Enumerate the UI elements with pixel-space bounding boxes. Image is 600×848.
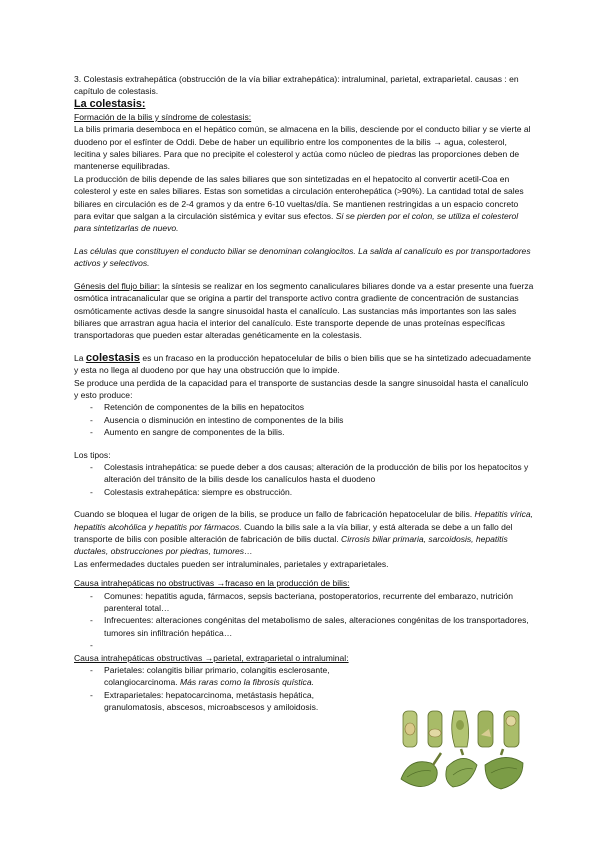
document-page: [74, 73, 534, 714]
duct-segment-2: [428, 711, 442, 747]
paragraph-definicion: [74, 352, 534, 377]
section-heading-formacion: Formación de la bilis y síndrome de colestasis:: [74, 111, 252, 122]
list-tipos: [74, 461, 534, 498]
list-obstructivas: [74, 664, 374, 714]
duct-segment-1: [403, 711, 417, 747]
list-item: - Colestasis intrahepática: se puede deber a dos causas; alteración de la producción de bilis por los hepatocitos y alteración del tránsito de la bilis desde los canalículos hasta el duodeno: [74, 461, 534, 486]
paragraph-bloqueo: [74, 508, 534, 558]
section-heading-tipos: Los tipos:: [74, 449, 111, 460]
paragraph-ductales: Las enfermedades ductales pueden ser intraluminales, parietales y extraparietales.: [74, 558, 389, 569]
text-span: La producción de bilis depende de las sales biliares que son sintetizadas en el hepatocito al convertir acetil-Coa en colesterol y este en sales biliares. Estas son sometidas a circulación enterohepática (>90%). La cantidad total de sales biliares en circulación es de 2-4 gramos y da entre 6-10 vueltas/día. Se mantienen restringidas a un espacio concreto para evitar que salgan a la circulación sistémica y evitar sus efectos.: [74, 173, 524, 222]
list-item: - Aumento en sangre de componentes de la bilis.: [74, 426, 534, 438]
list-item: - Colestasis extrahepática: siempre es obstrucción.: [74, 486, 534, 498]
text-span: la síntesis se realizar en los segmento canaliculares biliares donde va a estar presente una fuerza osmótica intracanalicular que se origina a partir del transporte activo contra gradiente de concentración de sustancias osmóticamente activas desde la sangre sinusoidal hasta el canalículo. Las sustancias más importantes son las sales biliares que arrastran agua hacia el interior del canalículo. Este transporte depende de unas proteínas específicas transportadoras que pueden estar alteradas genéticamente en la colestasis.: [74, 280, 534, 341]
list-efectos: [74, 401, 534, 438]
section-heading-obstructivas: Causa intrahepáticas obstructivas →parietal, extraparietal o intraluminal:: [74, 652, 349, 663]
italic-examples: Cirrosis biliar primaria, sarcoidosis, hepatitis ductales, obstrucciones por piedras, tumores…: [74, 534, 508, 557]
duct-segment-4: [478, 711, 493, 747]
paragraph-colangiocitos: Las células que constituyen el conducto biliar se denominan colangiocitos. La salida al canalículo es por transportadores activos y selectivos.: [74, 245, 531, 269]
bile-duct-illustration: [397, 707, 529, 796]
page-title: La colestasis:: [74, 97, 146, 110]
section-heading-no-obstructivas: Causa intrahepáticas no obstructivas →fracaso en la producción de bilis:: [74, 578, 350, 589]
list-item: - Comunes: hepatitis aguda, fármacos, sepsis bacteriana, postoperatorios, recurrente del embarazo, nutrición parenteral total…: [74, 590, 534, 615]
intro-line: 3. Colestasis extrahepática (obstrucción de la vía biliar extrahepática): intraluminal, parietal, extraparietal. causas : en capítulo de colestasis.: [74, 74, 519, 97]
list-item: [74, 664, 374, 689]
italic-examples: Hepatitis vírica, hepatitis alcohólica y hepatitis por fármacos.: [74, 509, 533, 532]
list-item: - Ausencia o disminución en intestino de componentes de la bilis: [74, 414, 534, 426]
text-span: La: [74, 352, 84, 363]
duct-segment-3: [452, 711, 469, 747]
italic-note: Más raras como la fibrosis quística.: [180, 677, 314, 688]
text-span: Cuando la bilis sale a la vía biliar, y está alterada se debe a un fallo del transporte de bilis con posible alteración de fabricación de bilis ductal.: [74, 521, 513, 544]
paragraph-definicion-2: Se produce una perdida de la capacidad para el transporte de sustancias desde la sangre sinusoidal hasta el canalículo y esto produce:: [74, 377, 529, 400]
list-item: - Retención de componentes de la bilis en hepatocitos: [74, 401, 534, 413]
duct-segment-5: [504, 711, 519, 747]
list-no-obstructivas: [74, 590, 534, 652]
italic-note: Si se pierden por el colon, se utiliza el colesterol para sintetizarlas de nuevo.: [74, 211, 519, 234]
list-item-empty: [74, 639, 534, 651]
text-span: Parietales: colangitis biliar primario, colangitis esclerosante, colangiocarcinoma.: [104, 665, 330, 688]
paragraph-formacion-2: [74, 173, 534, 235]
text-span: es un fracaso en la producción hepatocelular de bilis o bien bilis que se ha sintetizado adecuadamente y esta no llega al duodeno por que hay una obstrucción que lo impide.: [74, 352, 532, 376]
paragraph-genesis: [74, 280, 534, 342]
list-item: - Extraparietales: hepatocarcinoma, metástasis hepática, granulomatosis, abscesos, microabscesos y amiloidosis.: [74, 689, 374, 714]
list-item: - Infrecuentes: alteraciones congénitas del metabolismo de sales, alteraciones congénitas de los transportadores, tumores sin infiltración hepática…: [74, 614, 534, 639]
keyword-colestasis: colestasis: [85, 351, 140, 364]
text-span: Cuando se bloquea el lugar de origen de la bilis, se produce un fallo de fabricación hepatocelular de bilis.: [74, 509, 473, 520]
section-heading-genesis: Génesis del flujo biliar:: [74, 280, 160, 291]
paragraph-formacion-1: La bilis primaria desemboca en el hepático común, se almacena en la bilis, desciende por el conducto biliar y se vierte al duodeno por el esfínter de Oddi. Debe de haber un equilibrio entre los componentes de la bilis → agua, colesterol, lecitina y sales biliares. Para que no precipite el colesterol y actúa como núcleo de piedras las proporciones deben de mantenerse equilibradas.: [74, 124, 531, 172]
